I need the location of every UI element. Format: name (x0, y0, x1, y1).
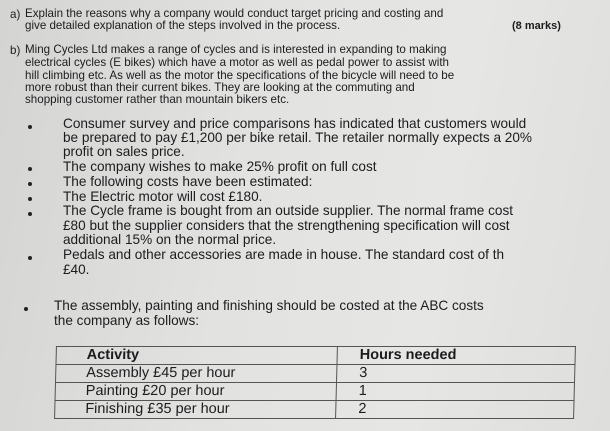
bullet-icon (28, 256, 32, 260)
bullet-icon (28, 197, 32, 201)
bullet-text: The Electric motor will cost £180. (63, 189, 263, 204)
question-b-text: Ming Cycles Ltd makes a range of cycles and is interested in expanding to making (25, 43, 447, 56)
bullet-text: Consumer survey and price comparisons has indicated that customers would (63, 116, 527, 131)
bullet-text: The assembly, painting and finishing should be costed at the ABC costs (54, 298, 484, 313)
bullet-text: The following costs have been estimated: (63, 174, 313, 189)
bullet-text: profit on sales price. (63, 144, 185, 159)
bullet-text: Pedals and other accessories are made in house. The standard cost of th (63, 247, 505, 262)
bullet-text: be prepared to pay £1,200 per bike retail. The retailer normally expects a 20% (63, 130, 533, 145)
header-activity: Activity (56, 347, 337, 365)
question-a-text: give detailed explanation of the steps involved in the process. (25, 19, 341, 32)
hours-cell: 2 (336, 401, 574, 419)
activity-cell: Painting £20 per hour (55, 383, 336, 401)
bullet-text: additional 15% on the normal price. (63, 232, 277, 247)
table-header-row (56, 347, 575, 365)
table-row (55, 401, 574, 419)
activity-cell: Finishing £35 per hour (55, 401, 336, 419)
hours-cell: 1 (336, 383, 574, 401)
table-row (56, 365, 575, 383)
table-row (55, 383, 574, 401)
question-b-text: more robust than their current bikes. They are looking at the commuting and (25, 81, 415, 94)
activity-cell: Assembly £45 per hour (56, 365, 337, 383)
bullet-text: the company as follows: (54, 313, 200, 328)
bullet-icon (28, 125, 32, 129)
bullet-icon (28, 167, 32, 171)
bullet-text: £40. (63, 262, 90, 277)
bullet-text: The company wishes to make 25% profit on full cost (63, 159, 377, 174)
bullet-icon (28, 212, 32, 216)
bullet-icon (24, 307, 28, 311)
bullet-icon (28, 182, 32, 186)
question-a-label: a) (10, 8, 21, 21)
question-b-text: shopping customer rather than mountain bikers etc. (25, 93, 290, 106)
marks-label: (8 marks) (512, 20, 561, 32)
bullet-text: The Cycle frame is bought from an outside supplier. The normal frame cost (63, 203, 514, 218)
question-b-text: hill climbing etc. As well as the motor the specifications of the bicycle will need to be (25, 69, 455, 82)
header-hours: Hours needed (337, 347, 575, 365)
bullet-text: £80 but the supplier considers that the strengthening specification will cost (63, 218, 510, 233)
question-b-label: b) (10, 44, 21, 57)
question-a-text: Explain the reasons why a company would conduct target pricing and costing and (25, 7, 444, 20)
activity-hours-table (54, 346, 576, 419)
question-b-text: electrical cycles (E bikes) which have a motor as well as pedal power to assist with (25, 56, 449, 69)
hours-cell: 3 (337, 365, 575, 383)
